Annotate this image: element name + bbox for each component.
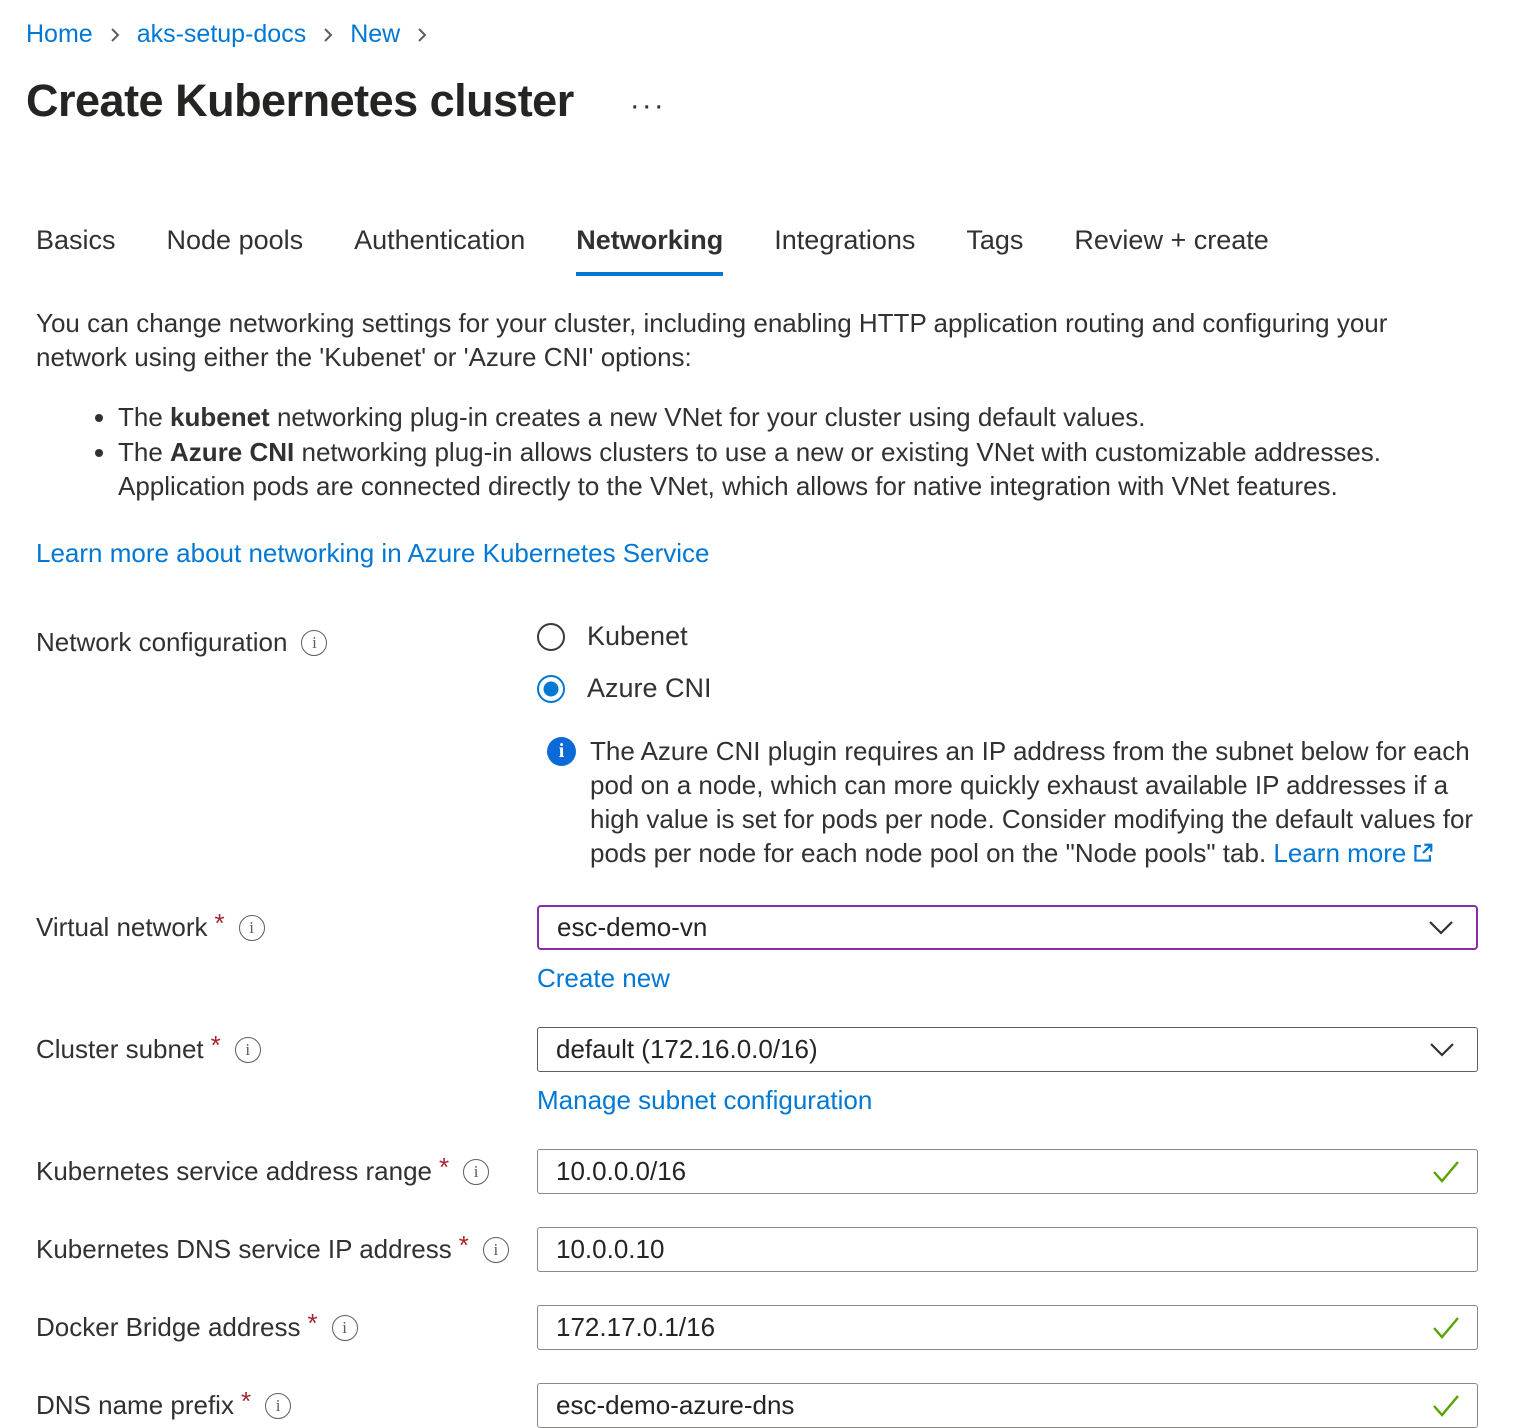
service-address-range-label: Kubernetes service address range <box>36 1156 433 1186</box>
breadcrumb-home[interactable]: Home <box>26 20 93 48</box>
valid-check-icon <box>1431 1159 1461 1185</box>
tab-node-pools[interactable]: Node pools <box>166 225 304 255</box>
chevron-down-icon[interactable] <box>1427 1041 1457 1059</box>
kubenet-bullet: • The kubenet networking plug-in creates a new VNet for your cluster using default values. <box>118 400 1448 434</box>
required-asterisk: * <box>210 1030 221 1060</box>
dns-service-ip-label: Kubernetes DNS service IP address <box>36 1234 452 1264</box>
network-configuration-label: Network configuration <box>36 627 288 657</box>
required-asterisk: * <box>439 1152 450 1182</box>
dns-service-ip-input[interactable] <box>538 1234 1477 1265</box>
dns-name-prefix-label-group <box>36 1383 537 1428</box>
dns-name-prefix-input[interactable] <box>538 1390 1477 1421</box>
info-icon[interactable]: i <box>235 1037 261 1063</box>
valid-check-icon <box>1431 1393 1461 1419</box>
tab-review-create[interactable]: Review + create <box>1074 225 1269 255</box>
manage-subnet-configuration-link[interactable]: Manage subnet configuration <box>537 1085 873 1115</box>
breadcrumb <box>26 20 1478 49</box>
tab-networking[interactable]: Networking <box>576 225 723 276</box>
radio-option-azure-cni[interactable] <box>537 673 1478 704</box>
learn-more-networking-link[interactable]: Learn more about networking in Azure Kubernetes Service <box>36 538 710 568</box>
azure-cni-info-note <box>547 734 1487 872</box>
service-address-range-field <box>537 1149 1478 1194</box>
plugin-bullet-list <box>36 400 1478 503</box>
virtual-network-dropdown[interactable] <box>537 905 1478 950</box>
chevron-right-icon <box>107 23 123 47</box>
service-address-range-label-group <box>36 1149 537 1194</box>
service-address-range-input[interactable] <box>538 1156 1477 1187</box>
info-icon[interactable]: i <box>239 915 265 941</box>
chevron-down-icon[interactable] <box>1426 919 1456 937</box>
page-title: Create Kubernetes cluster <box>26 75 574 126</box>
breadcrumb-aks-setup-docs[interactable]: aks-setup-docs <box>136 20 307 48</box>
radio-selected-icon[interactable] <box>537 675 565 703</box>
info-icon[interactable]: i <box>332 1315 358 1341</box>
azure-cni-bullet: • The Azure CNI networking plug-in allows clusters to use a new or existing VNet with customizable addresses. Application pods are connected directly to the VNet, which allows for native integration with VNet features. <box>118 435 1448 503</box>
valid-check-icon <box>1431 1315 1461 1341</box>
wizard-tabs <box>36 225 1478 276</box>
info-icon[interactable]: i <box>483 1237 509 1263</box>
virtual-network-selected-value: esc-demo-vn <box>557 912 708 942</box>
info-icon[interactable]: i <box>301 630 327 656</box>
cluster-subnet-label: Cluster subnet <box>36 1034 204 1064</box>
tab-tags[interactable]: Tags <box>966 225 1024 255</box>
chevron-right-icon <box>414 23 430 47</box>
cluster-subnet-label-group <box>36 1027 537 1072</box>
required-asterisk: * <box>307 1308 318 1338</box>
docker-bridge-field <box>537 1305 1478 1350</box>
info-filled-icon: i <box>547 737 576 766</box>
radio-option-kubenet[interactable] <box>537 621 1478 652</box>
create-new-vnet-link[interactable]: Create new <box>537 963 670 993</box>
dns-service-ip-label-group <box>36 1227 537 1272</box>
more-options-button[interactable]: ··· <box>629 89 666 122</box>
dns-name-prefix-field <box>537 1383 1478 1428</box>
docker-bridge-input[interactable] <box>538 1312 1477 1343</box>
virtual-network-label: Virtual network <box>36 912 208 942</box>
tab-authentication[interactable]: Authentication <box>354 225 526 255</box>
cni-learn-more-link[interactable]: Learn more <box>1273 838 1434 868</box>
network-configuration-label-group <box>36 619 537 658</box>
cluster-subnet-dropdown[interactable] <box>537 1027 1478 1072</box>
info-icon[interactable]: i <box>265 1393 291 1419</box>
dns-service-ip-field <box>537 1227 1478 1272</box>
required-asterisk: * <box>214 908 225 938</box>
external-link-icon <box>1412 838 1434 872</box>
chevron-right-icon <box>320 23 336 47</box>
radio-kubenet-label: Kubenet <box>587 621 688 651</box>
docker-bridge-label: Docker Bridge address <box>36 1312 301 1342</box>
dns-name-prefix-label: DNS name prefix <box>36 1390 234 1420</box>
breadcrumb-new[interactable]: New <box>350 20 401 48</box>
radio-azure-cni-label: Azure CNI <box>587 673 712 703</box>
info-icon[interactable]: i <box>463 1159 489 1185</box>
networking-intro-text: You can change networking settings for your cluster, including enabling HTTP application routing and configuring your network using either the 'Kubenet' or 'Azure CNI' options: <box>36 308 1388 372</box>
required-asterisk: * <box>240 1386 252 1416</box>
docker-bridge-label-group <box>36 1305 537 1350</box>
cni-note-text: The Azure CNI plugin requires an IP address from the subnet below for each pod on a node, which can more quickly exhaust available IP addresses if a high value is set for pods per node. Consider modifying the default values for pods per node for each node pool on the "Node pools" tab. <box>590 736 1474 868</box>
virtual-network-label-group <box>36 905 537 950</box>
radio-unselected-icon[interactable] <box>537 623 565 651</box>
network-configuration-radio-group <box>537 619 1478 704</box>
tab-integrations[interactable]: Integrations <box>774 225 916 255</box>
tab-basics[interactable]: Basics <box>36 225 116 255</box>
required-asterisk: * <box>458 1230 469 1260</box>
cluster-subnet-selected-value: default (172.16.0.0/16) <box>556 1034 818 1064</box>
